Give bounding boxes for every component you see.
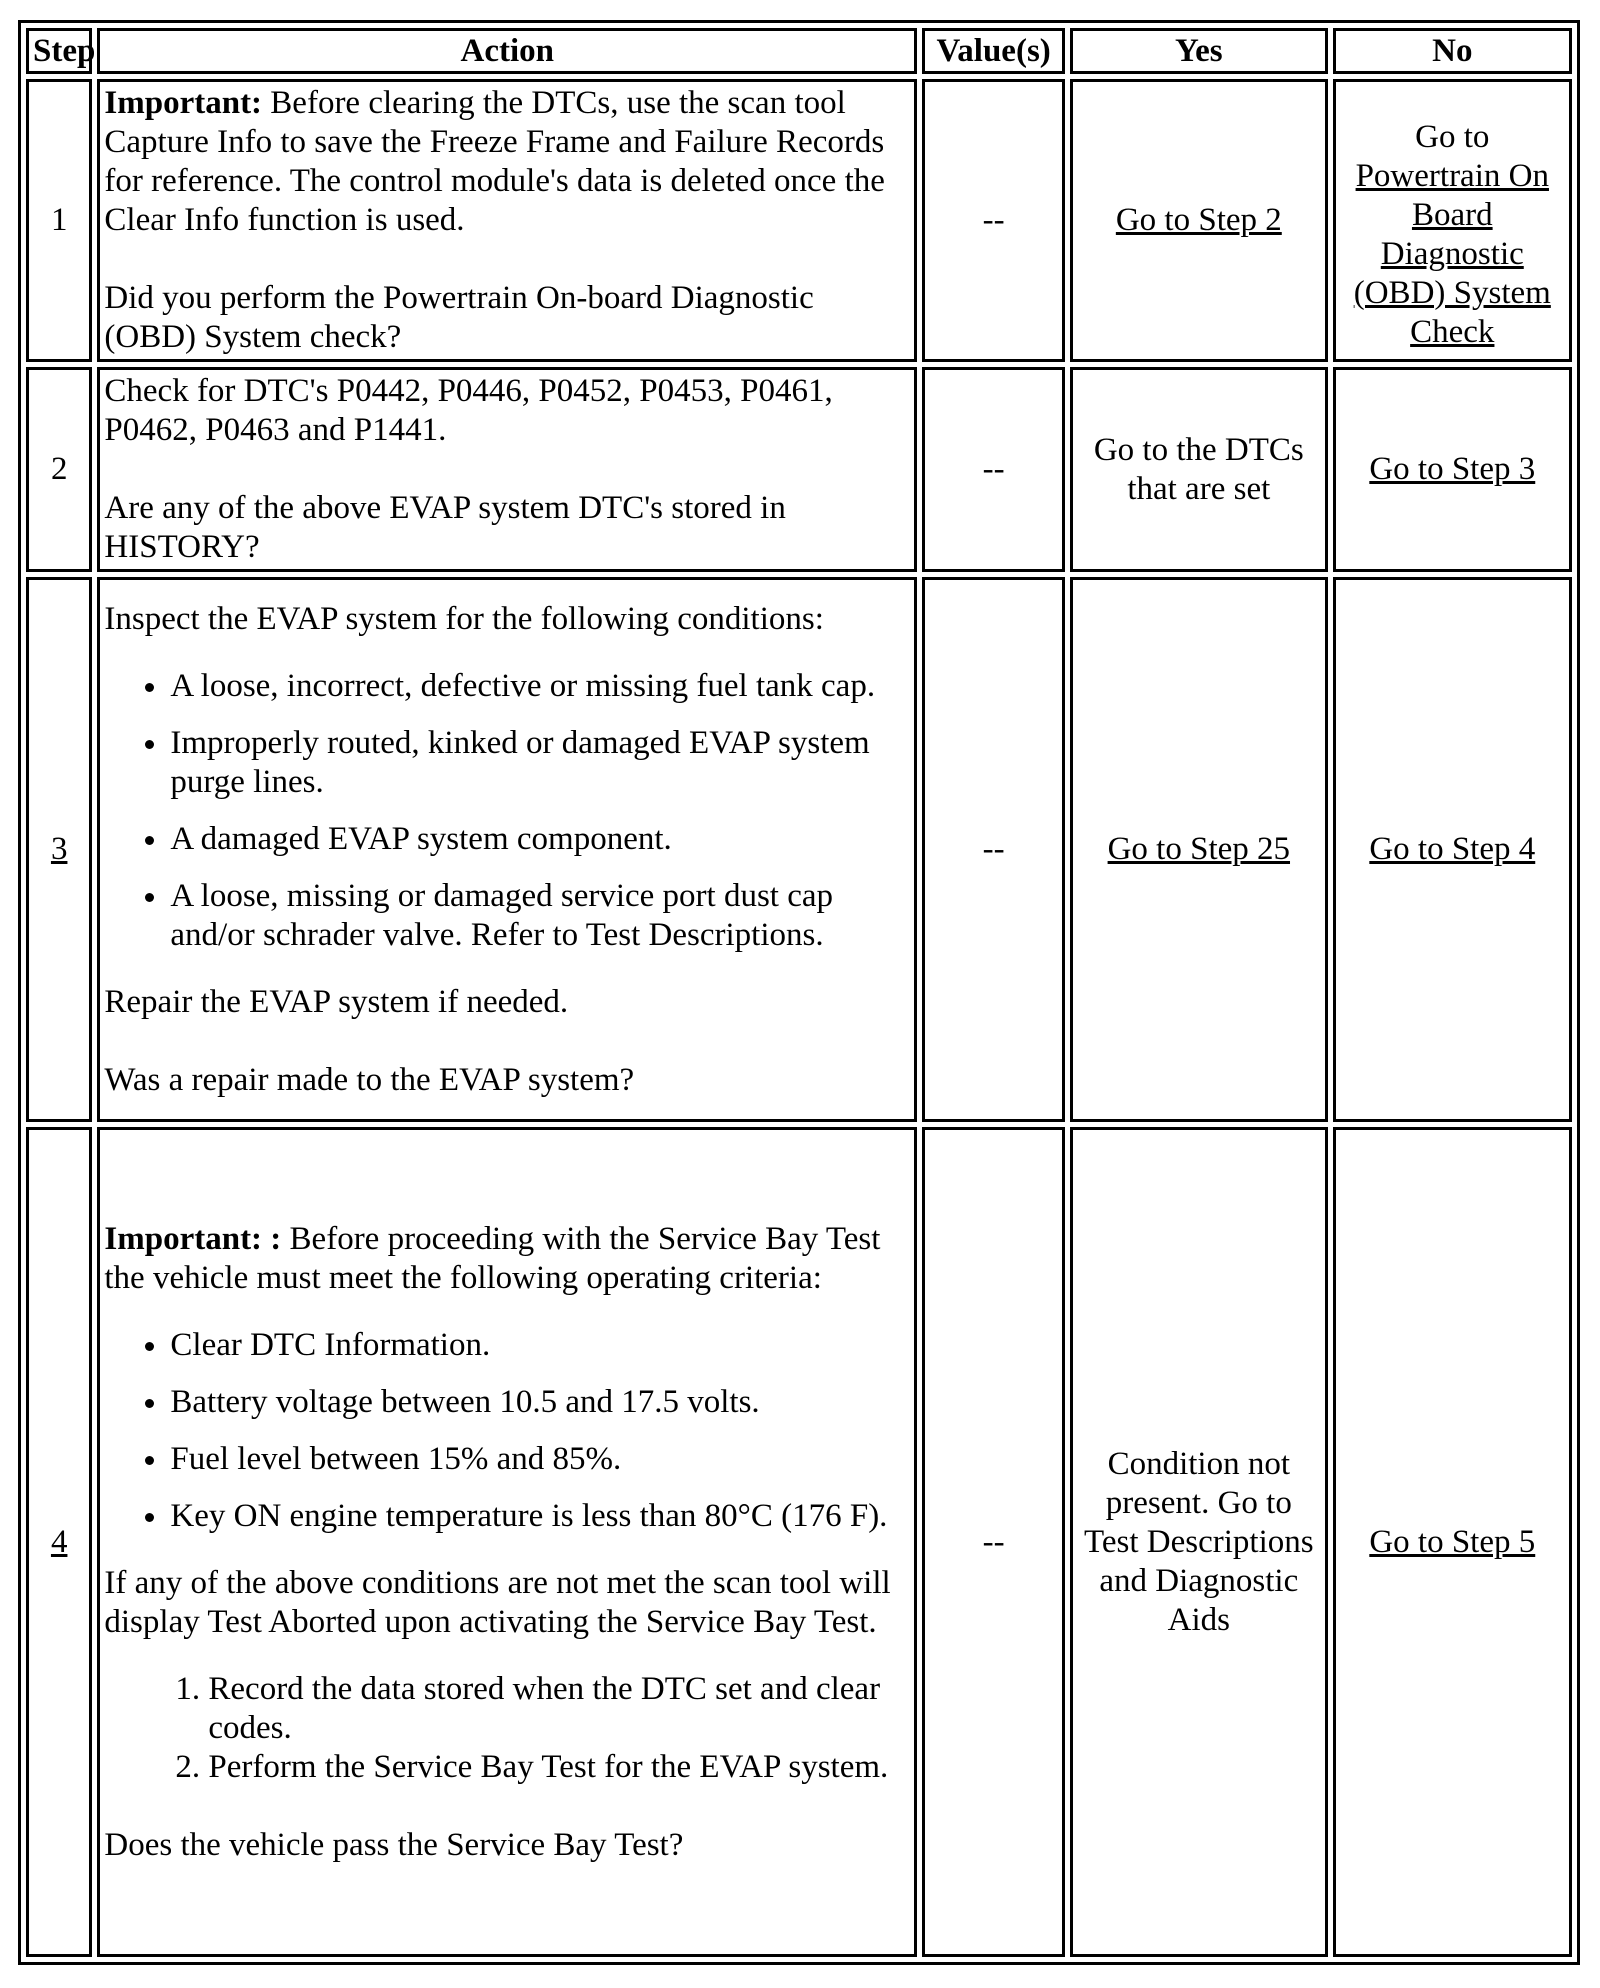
important-note: [104, 84, 910, 240]
action-cell: [97, 577, 917, 1122]
value-cell: --: [922, 577, 1065, 1122]
question-text: Did you perform the Powertrain On-board Diagnostic (OBD) System check?: [104, 280, 814, 355]
procedure-list: [104, 1670, 910, 1787]
list-item: • Fuel level between 15% and 85%.: [170, 1440, 910, 1479]
question-text: Was a repair made to the EVAP system?: [104, 1061, 635, 1098]
step-number: [26, 577, 92, 1122]
important-label: Important: :: [104, 1220, 282, 1257]
no-cell: [1333, 79, 1572, 362]
value-cell: --: [922, 79, 1065, 362]
header-step: Step: [26, 28, 92, 74]
diagnostic-table: [18, 20, 1580, 1965]
abort-note: If any of the above conditions are not met the scan tool will display Test Aborted upon activating the Service Bay Test.: [104, 1564, 891, 1640]
table-row: [26, 1127, 1572, 1957]
criteria-list: [104, 1326, 910, 1536]
table-row: [26, 577, 1572, 1122]
list-item: 1. Record the data stored when the DTC set and clear codes.: [208, 1670, 910, 1748]
step-number: [26, 1127, 92, 1957]
list-item: • Key ON engine temperature is less than 80°C (176 F).: [170, 1497, 910, 1536]
yes-cell: [1070, 79, 1328, 362]
action-cell: [97, 1127, 917, 1957]
conditions-list: [104, 667, 910, 955]
important-text: Before clearing the DTCs, use the scan tool Capture Info to save the Freeze Frame and Failure Records for reference. The control module's data is deleted once the Clear Info function is used.: [104, 85, 885, 238]
important-label: Important:: [104, 85, 263, 121]
go-to-step-25-link[interactable]: Go to Step 25: [1107, 831, 1291, 867]
yes-cell: [1070, 577, 1328, 1122]
table-row: [26, 367, 1572, 572]
list-item: • A loose, incorrect, defective or missing fuel tank cap.: [170, 667, 910, 706]
important-text: Before proceeding with the Service Bay Test the vehicle must meet the following operating criteria:: [104, 1220, 881, 1296]
no-prefix: Go to: [1415, 118, 1490, 155]
header-no: No: [1333, 28, 1572, 74]
question-text: Does the vehicle pass the Service Bay Test?: [104, 1826, 684, 1863]
obd-system-check-link[interactable]: Powertrain On Board Diagnostic (OBD) System Check: [1353, 157, 1551, 350]
header-values: Value(s): [922, 28, 1065, 74]
yes-cell: Go to the DTCs that are set: [1070, 367, 1328, 572]
yes-cell: Condition not present. Go to Test Descriptions and Diagnostic Aids: [1070, 1127, 1328, 1957]
repair-note: Repair the EVAP system if needed.: [104, 983, 569, 1020]
header-row: [26, 28, 1572, 74]
action-cell: [97, 79, 917, 362]
action-cell: [97, 367, 917, 572]
go-to-step-2-link[interactable]: Go to Step 2: [1115, 202, 1282, 238]
step-number: 2: [26, 367, 92, 572]
no-cell: [1333, 1127, 1572, 1957]
go-to-step-5-link[interactable]: Go to Step 5: [1369, 1523, 1536, 1560]
no-cell: [1333, 577, 1572, 1122]
intro-text: Inspect the EVAP system for the following conditions:: [104, 600, 824, 637]
header-yes: Yes: [1070, 28, 1328, 74]
value-cell: --: [922, 367, 1065, 572]
list-item: • Clear DTC Information.: [170, 1326, 910, 1365]
list-item: • A loose, missing or damaged service port dust cap and/or schrader valve. Refer to Test Descriptions.: [170, 877, 910, 955]
value-cell: --: [922, 1127, 1065, 1957]
no-cell: [1333, 367, 1572, 572]
table-row: [26, 79, 1572, 362]
list-item: • Improperly routed, kinked or damaged EVAP system purge lines.: [170, 724, 910, 802]
step-3-link[interactable]: 3: [50, 831, 68, 867]
list-item: • A damaged EVAP system component.: [170, 820, 910, 859]
list-item: • Battery voltage between 10.5 and 17.5 volts.: [170, 1383, 910, 1422]
check-text: Check for DTC's P0442, P0446, P0452, P0453, P0461, P0462, P0463 and P1441.: [104, 373, 833, 448]
step-number: 1: [26, 79, 92, 362]
step-4-link[interactable]: 4: [50, 1523, 68, 1560]
header-action: Action: [97, 28, 917, 74]
important-note: [104, 1220, 910, 1298]
go-to-step-4-link[interactable]: Go to Step 4: [1369, 831, 1536, 867]
question-text: Are any of the above EVAP system DTC's stored in HISTORY?: [104, 490, 786, 565]
list-item: 2. Perform the Service Bay Test for the EVAP system.: [208, 1748, 910, 1787]
go-to-step-3-link[interactable]: Go to Step 3: [1369, 451, 1536, 487]
